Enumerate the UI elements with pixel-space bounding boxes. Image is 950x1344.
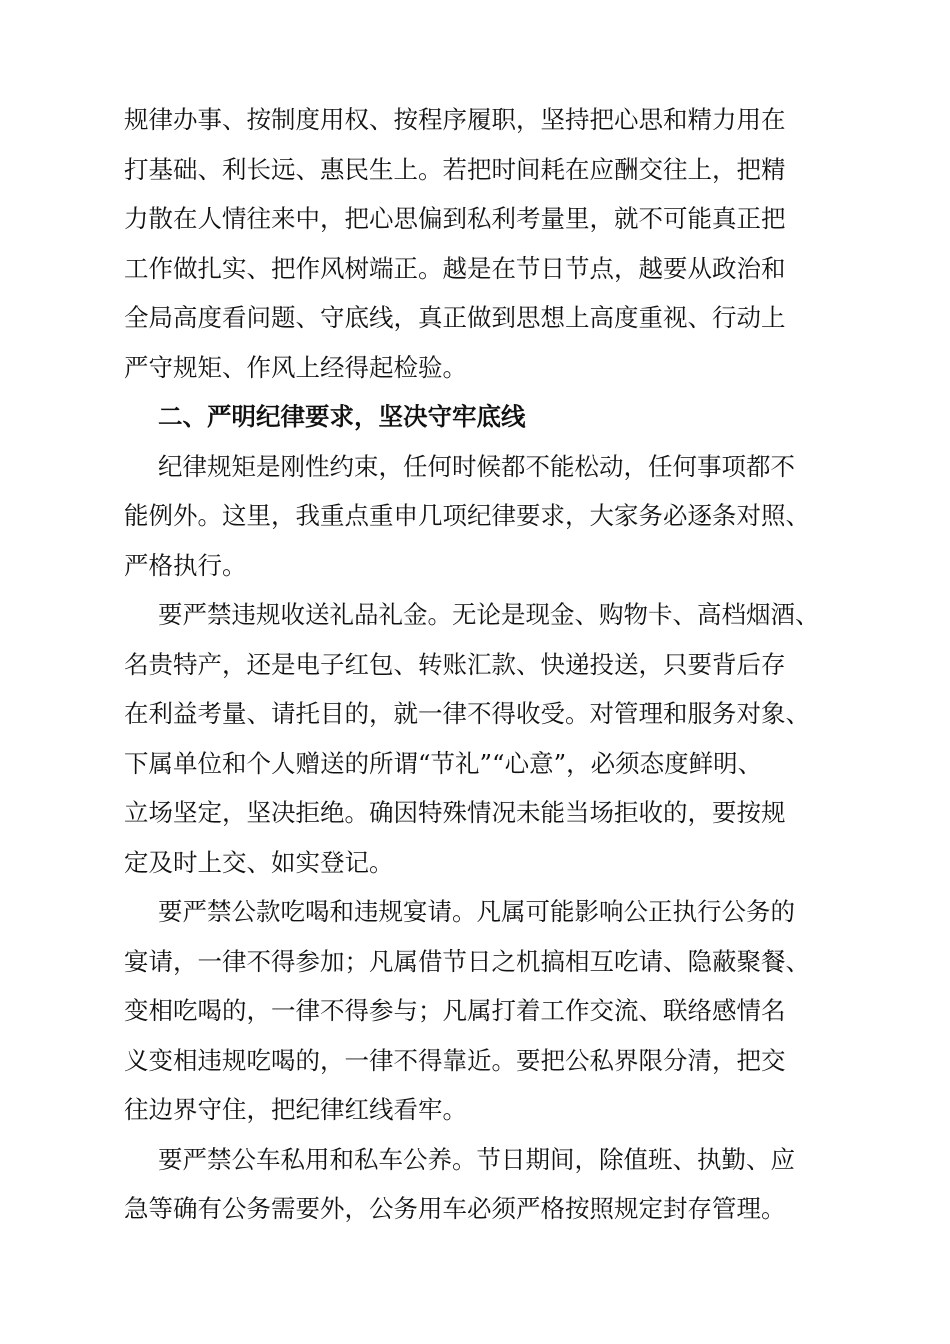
text-line: 定及时上交、如实登记。 — [124, 847, 394, 877]
text-line: 要严禁公款吃喝和违规宴请。凡属可能影响公正执行公务的 — [158, 897, 795, 926]
paragraph-3 — [124, 590, 840, 887]
text-line: 全局高度看问题、守底线，真正做到思想上高度重视、行动上 — [124, 303, 786, 332]
text-line: 急等确有公务需要外，公务用车必须严格按照规定封存管理。 — [124, 1194, 786, 1223]
text-line: 规律办事、按制度用权、按程序履职，坚持把心思和精力用在 — [124, 105, 786, 134]
text-line: 能例外。这里，我重点重申几项纪律要求，大家务必逐条对照、 — [124, 501, 810, 530]
section-heading-2 — [124, 392, 840, 442]
paragraph-2 — [124, 442, 840, 591]
section-heading-text: 二、严明纪律要求，坚决守牢底线 — [158, 402, 526, 431]
text-line: 立场坚定，坚决拒绝。确因特殊情况未能当场拒收的，要按规 — [124, 798, 786, 827]
text-line: 变相吃喝的，一律不得参与；凡属打着工作交流、联络感情名 — [124, 996, 786, 1025]
text-line: 严守规矩、作风上经得起检验。 — [124, 352, 467, 382]
text-line: 纪律规矩是刚性约束，任何时候都不能松动，任何事项都不 — [158, 451, 795, 481]
text-line: 要严禁违规收送礼品礼金。无论是现金、购物卡、高档烟酒、 — [158, 600, 820, 629]
text-line: 要严禁公车私用和私车公养。节日期间，除值班、执勤、应 — [158, 1144, 795, 1174]
text-line: 力散在人情往来中，把心思偏到私利考量里，就不可能真正把 — [124, 204, 786, 233]
text-line: 宴请，一律不得参加；凡属借节日之机搞相互吃请、隐蔽聚餐、 — [124, 946, 810, 976]
text-line: 严格执行。 — [124, 550, 247, 580]
text-line: 义变相违规吃喝的，一律不得靠近。要把公私界限分清，把交 — [124, 1045, 786, 1075]
paragraph-4 — [124, 887, 840, 1135]
paragraph-1 — [124, 95, 840, 392]
document-body — [124, 95, 840, 1234]
paragraph-5 — [124, 1135, 840, 1234]
text-line: 往边界守住，把纪律红线看牢。 — [124, 1095, 467, 1124]
text-line: 名贵特产，还是电子红包、转账汇款、快递投送，只要背后存 — [124, 649, 786, 679]
text-line: 工作做扎实、把作风树端正。越是在节日节点，越要从政治和 — [124, 253, 786, 283]
text-line: 下属单位和个人赠送的所谓“节礼”“心意”，必须态度鲜明、 — [124, 748, 763, 778]
text-line: 在利益考量、请托目的，就一律不得收受。对管理和服务对象、 — [124, 699, 810, 728]
text-line: 打基础、利长远、惠民生上。若把时间耗在应酬交往上，把精 — [124, 154, 786, 184]
